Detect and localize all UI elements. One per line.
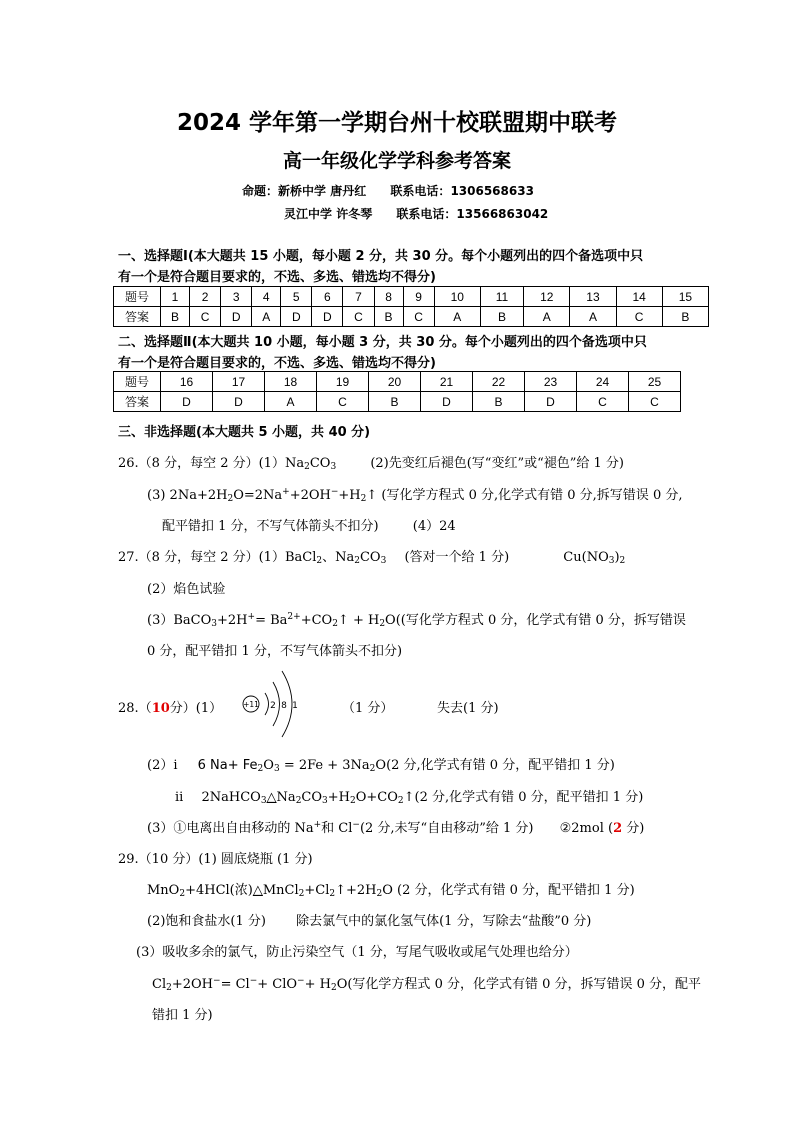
question-number-cell: 23 [525,372,577,392]
answer-cell: D [161,392,213,412]
answer-cell: A [434,307,480,327]
q27-text: CO [359,550,381,565]
q29-text: +2OH [171,977,214,992]
page-subtitle: 高一年级化学学科参考答案 [282,150,511,172]
q29-text: O(写化学方程式 0 分，化学式有错 0 分，拆写错误 0 分，配平 [336,977,702,992]
answer-cell: D [421,392,473,412]
question-number-cell: 14 [616,287,662,307]
q29-text: = Cl [220,977,250,992]
page-title: 2024 学年第一学期台州十校联盟期中联考 [176,110,618,136]
q27-text: (答对一个给 1 分) [404,550,510,565]
answer-cell: B [161,307,190,327]
row-label: 答案 [114,392,161,412]
q28-text: +H [327,790,350,805]
nucleus-charge: +11 [243,700,259,709]
q26-text: +H [338,488,361,503]
answer-cell: B [473,392,525,412]
q27-text: 27.（8 分，每空 2 分）(1）BaCl [118,550,317,565]
author-label: 命题： [242,184,279,198]
answer-cell: D [312,307,343,327]
answer-table-2 [113,371,681,412]
question-number-cell: 15 [662,287,708,307]
answer-cell: A [570,307,616,327]
answer-cell: C [343,307,374,327]
q29-line3 [147,910,591,929]
q26-text: O=2Na [233,488,283,503]
q29-line1: 29.（10 分）(1) 圆底烧瓶 (1 分) [118,852,313,867]
answer-row [114,307,709,327]
question-number-cell: 6 [312,287,343,307]
q26-text: ↑ (写化学方程式 0 分,化学式有错 0 分,拆写错误 0 分, [366,488,683,503]
q28-text: ↑(2 分,化学式有错 0 分，配平错扣 1 分) [403,790,644,805]
q26-text: (4）24 [412,519,456,534]
q29-text: (2)饱和食盐水(1 分) [147,914,266,929]
question-row [114,372,681,392]
question-number-cell: 10 [434,287,480,307]
answer-cell: D [525,392,577,412]
author-line-2 [284,205,548,222]
q28-score: 10 [151,701,170,716]
q29-line6: 错扣 1 分) [152,1008,213,1023]
question-number-cell: 12 [524,287,570,307]
q28-text: O(2 分,化学式有错 0 分，配平错扣 1 分) [375,758,615,773]
question-number-cell: 21 [421,372,473,392]
author-school: 灵江中学 [284,207,333,221]
q29-text: ↑+2H [335,883,377,898]
q26-text: 配平错扣 1 分，不写气体箭头不扣分) [162,519,379,534]
q26-text: (3) 2Na+2H [147,488,228,503]
q28-text: CO [301,790,323,805]
question-number-cell: 13 [570,287,616,307]
question-number-cell: 18 [265,372,317,392]
question-number-cell: 3 [221,287,252,307]
q26-text: +2OH [289,488,331,503]
q28-text: O [263,758,274,773]
q28-text: (3）①电离出自由移动的 Na [147,821,314,836]
q27-text: +CO [300,613,333,628]
q28-text: ②2mol ( [559,821,614,836]
q27-line4: 0 分，配平错扣 1 分，不写气体箭头不扣分) [147,644,403,659]
question-row [114,287,709,307]
q28-text: 28.（ [118,701,152,716]
q28-text: ii [175,790,184,805]
q26-line3 [162,515,456,534]
answer-cell: B [374,307,403,327]
contact-phone: 1306568633 [450,184,534,198]
row-label: 题号 [114,372,161,392]
q28-line2: (2）i 6 $Na+ Fe_2O_3 = 2Fe + 3Na_2O(2$ 分,化学式有错 0 分，配平错扣 1 分) [147,758,615,774]
q28-text: (2）i [147,758,178,773]
contact-phone: 13566863042 [456,207,549,221]
q26-text: (2)先变红后褪色(写“变红”或“褪色”给 1 分) [370,456,624,471]
shell-electron-count: 2 [270,701,276,711]
answer-cell: C [190,307,221,327]
answer-cell: D [281,307,312,327]
question-number-cell: 1 [161,287,190,307]
q27-text: Cu(NO [563,550,609,565]
q28-line3: ii $2NaHCO_3\triangle Na_2CO_3+H_2O+CO_2↑(2$ 分,化学式有错 0 分，配平错扣 1 分) [175,790,644,806]
q29-line2: MnO$_2$+4HCl(浓)$\triangle MnCl_2+Cl_2↑+2H_2O$ (2 分，化学式有错 0 分，配平错扣 1 分) [147,883,635,899]
q29-text: MnO [147,883,180,898]
author-name: 许冬琴 [336,207,373,221]
answer-cell: A [524,307,570,327]
q29-text: 除去氯气中的氯化氢气体(1 分，写除去“盐酸”0 分) [296,914,592,929]
q26-text: 26.（8 分，每空 2 分）(1）Na [118,456,305,471]
q27-text: O((写化学方程式 0 分，化学式有错 0 分，拆写错误 [385,613,686,628]
q27-text: 、Na [322,550,355,565]
q28-text: 分）(1） [169,701,223,716]
question-number-cell: 11 [480,287,523,307]
q29-text: MnCl [262,883,299,898]
q28-text: 2NaHCO [201,790,261,805]
q27-line3: (3）BaCO$_3$+2H+= $Ba^{2+}+CO_2↑ + H_2O$((写化学方程式 0 分，化学式有错 0 分，拆写错误 [147,612,686,629]
q27-text: +2H [217,613,248,628]
shell-electron-count: 1 [292,701,298,711]
question-number-cell: 5 [281,287,312,307]
q28-text: 和 Cl [321,821,353,836]
question-number-cell: 17 [213,372,265,392]
q27-text: ↑ + H [337,613,380,628]
q27-text: ) [614,550,620,565]
q28-text: Na [276,790,296,805]
q29-text: Cl [152,977,167,992]
answer-cell: C [403,307,434,327]
q28-line4: (3）①电离出自由移动的 Na+和 Cl−(2 分,未写“自由移动”给 1 分) ②2mol (2 分) [147,820,645,836]
answer-cell: B [480,307,523,327]
q28-line1-score: （1 分） [342,701,394,716]
q29-text: + ClO [257,977,298,992]
answer-cell: A [265,392,317,412]
question-number-cell: 24 [577,372,629,392]
q28-text: 分) [622,821,645,836]
question-number-cell: 9 [403,287,434,307]
q29-line4: (3）吸收多余的氯气，防止污染空气（1 分，写尾气吸收或尾气处理也给分） [136,945,578,960]
question-number-cell: 25 [629,372,681,392]
shell-electron-count: 8 [281,701,287,711]
answer-table-1 [113,286,709,327]
question-number-cell: 4 [252,287,281,307]
section1-heading-line2: 有一个是符合题目要求的，不选、多选、错选均不得分) [118,270,436,285]
answer-cell: D [213,392,265,412]
answer-cell: B [369,392,421,412]
delta-heat-icon: △ [252,883,263,898]
answer-cell: C [317,392,369,412]
q28-score: 2 [613,821,623,836]
author-name: 唐丹红 [330,184,367,198]
row-label: 答案 [114,307,161,327]
q28-line1-answer: 失去(1 分) [437,701,499,716]
row-label: 题号 [114,287,161,307]
atom-structure-diagram [238,664,304,744]
q29-text: +4HCl(浓) [185,883,253,898]
question-number-cell: 8 [374,287,403,307]
question-number-cell: 22 [473,372,525,392]
question-number-cell: 19 [317,372,369,392]
answer-cell: B [662,307,708,327]
answer-cell: C [577,392,629,412]
q28-text: = 2Fe + 3Na [279,758,370,773]
question-number-cell: 16 [161,372,213,392]
answer-cell: A [252,307,281,327]
q29-text: + H [304,977,331,992]
section2-heading-line1: 二、选择题Ⅱ(本大题共 10 小题，每小题 3 分，共 30 分。每个小题列出的四个备选项中只 [118,335,647,350]
question-number-cell: 20 [369,372,421,392]
answer-cell: C [616,307,662,327]
q28-text: (2 分,未写“自由移动”给 1 分) [359,821,534,836]
q28-text: O+CO [355,790,398,805]
q26-text: CO [309,456,331,471]
q28-line1 [118,697,222,716]
q27-line2: (2）焰色试验 [147,582,226,597]
electron-shell [265,693,269,715]
answer-cell: C [629,392,681,412]
contact-label: 联系电话： [396,207,457,221]
answer-row [114,392,681,412]
q28-text: 6 Na+ Fe [197,758,258,773]
answer-cell: D [221,307,252,327]
q29-text: +Cl [304,883,330,898]
q27-text: = Ba [255,613,288,628]
q26-line2: (3) $2Na+2H_2O=2Na^++2OH^-+H_2↑$ (写化学方程式 0 分,化学式有错 0 分,拆写错误 0 分, [147,487,683,504]
section2-heading-line2: 有一个是符合题目要求的，不选、多选、错选均不得分) [118,356,436,371]
q29-text: O (2 分，化学式有错 0 分，配平错扣 1 分) [382,883,635,898]
section1-heading-line1: 一、选择题Ⅰ(本大题共 15 小题，每小题 2 分，共 30 分。每个小题列出的四个备选项中只 [118,249,644,264]
question-number-cell: 2 [190,287,221,307]
delta-heat-icon: △ [266,790,277,805]
q29-line5: $Cl_2+2OH^-= Cl^-+ ClO^-+ H_2O$(写化学方程式 0 分，化学式有错 0 分，拆写错误 0 分，配平 [152,976,702,993]
q27-text: (3）BaCO [147,613,212,628]
contact-label: 联系电话： [390,184,451,198]
q26-line1: 26.（8 分，每空 2 分）$(1)Na_2CO_3$ (2)先变红后褪色(写“变红”或“褪色”给 1 分) [118,456,624,472]
q27-line1: 27.（8 分，每空 2 分）(1）BaCl$_2$、$Na_2CO_3$ (答对一个给 1 分) $Cu(NO_3)_2$ [118,550,626,566]
author-line-1 [242,182,534,199]
question-number-cell: 7 [343,287,374,307]
author-school: 新桥中学 [278,184,327,198]
section3-heading: 三、非选择题(本大题共 5 小题，共 40 分) [118,425,371,440]
